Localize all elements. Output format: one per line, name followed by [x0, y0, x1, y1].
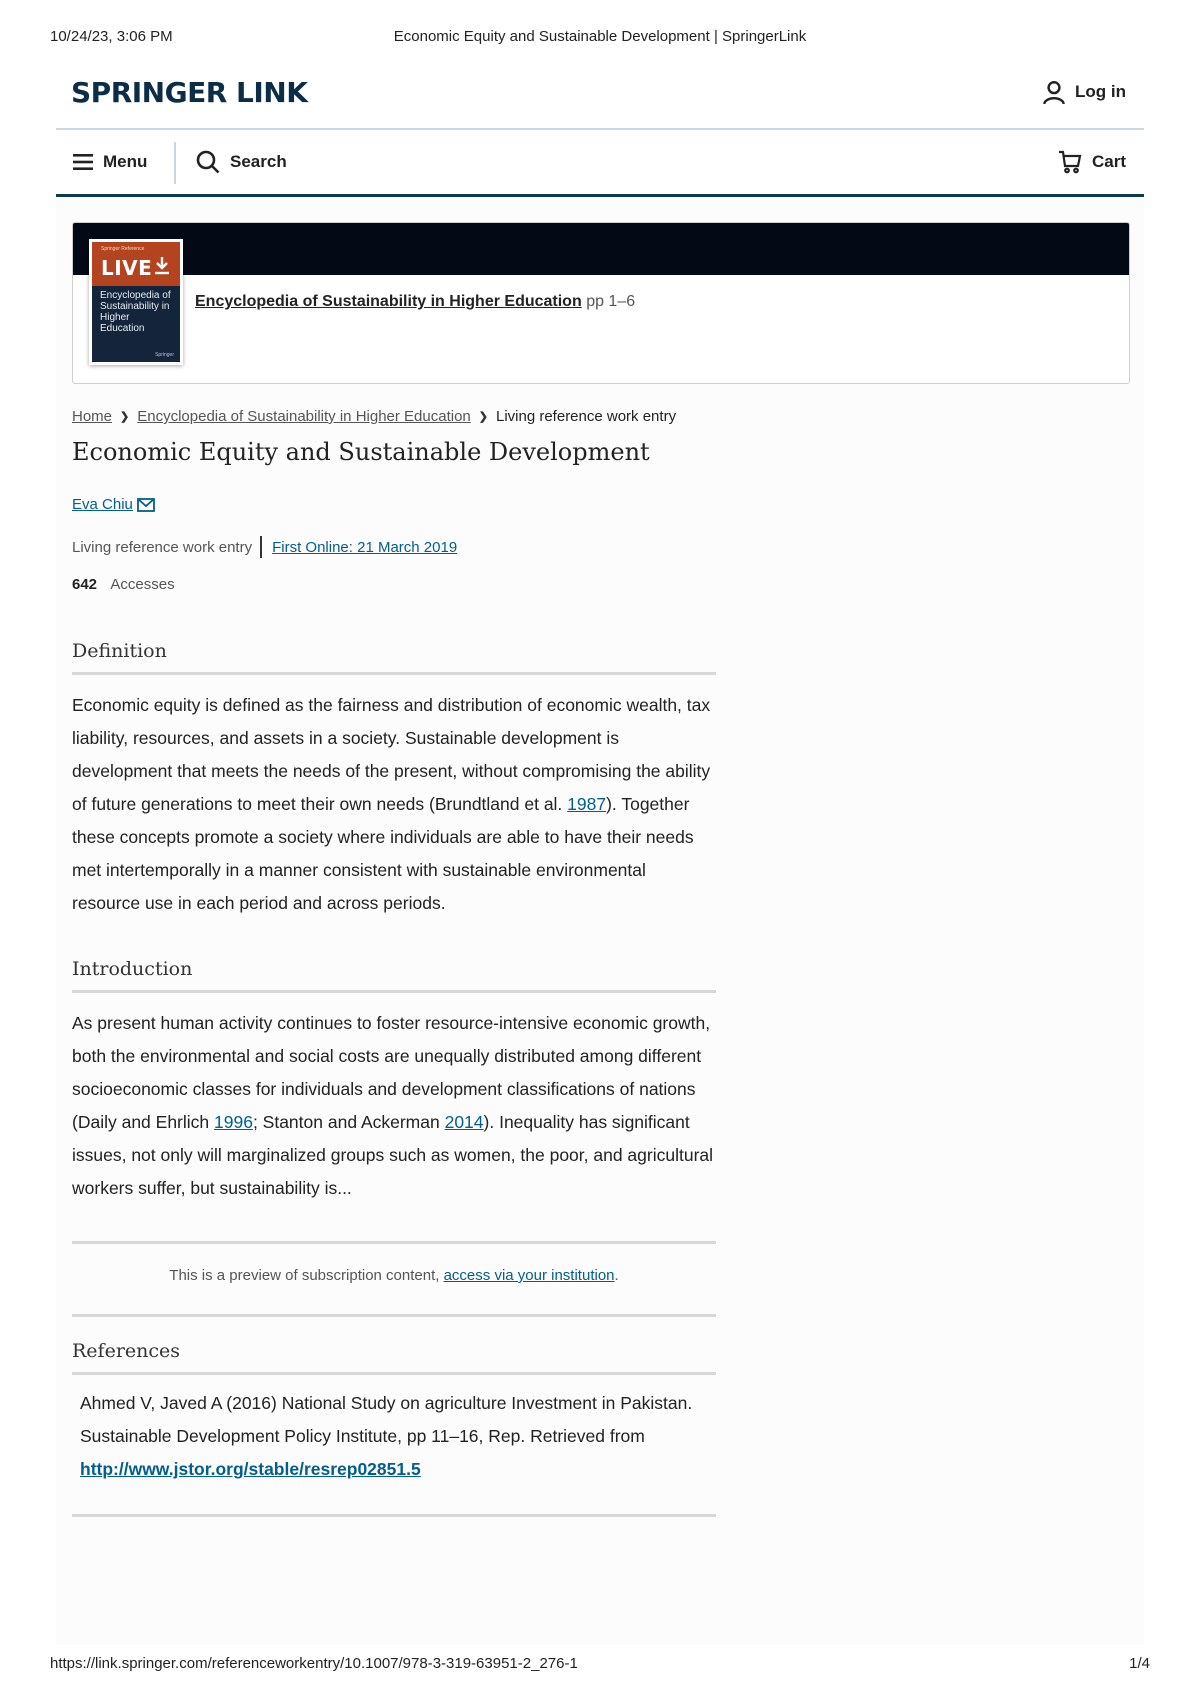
cart-label: Cart [1091, 152, 1126, 171]
print-header [50, 28, 1150, 48]
breadcrumb [72, 408, 676, 425]
reference-link[interactable]: http://www.jstor.org/stable/resrep02851.5 [80, 1459, 421, 1479]
author-link[interactable]: Eva Chiu [72, 496, 133, 513]
article-title: Economic Equity and Sustainable Development [72, 438, 650, 466]
definition-heading: Definition [72, 640, 716, 675]
institution-access-link[interactable]: access via your institution [443, 1267, 615, 1284]
book-title-link[interactable]: Encyclopedia of Sustainability in Higher Education [195, 293, 582, 310]
citation-link[interactable]: 2014 [444, 1112, 484, 1132]
springer-link-logo[interactable]: SPRINGER LINK [71, 76, 308, 109]
cover-title: Encyclopedia of Sustainability in Higher Education [100, 290, 171, 334]
reference-list [72, 1375, 716, 1486]
article-meta [72, 536, 457, 558]
citation-link[interactable]: 1996 [214, 1112, 253, 1132]
print-url: https://link.springer.com/referenceworkentry/10.1007/978-3-319-63951-2_276-1 [50, 1655, 578, 1672]
user-icon [1041, 79, 1067, 105]
reference-item [80, 1375, 716, 1486]
nav-bar [56, 130, 1144, 197]
cover-live-badge: LIVE [101, 256, 153, 280]
introduction-heading: Introduction [72, 958, 716, 993]
login-button[interactable] [1041, 79, 1126, 105]
cart-icon [1058, 150, 1082, 174]
cover-series: Springer Reference [101, 246, 145, 252]
hamburger-icon [73, 154, 93, 170]
print-page-title: Economic Equity and Sustainable Development | SpringerLink [393, 28, 807, 45]
book-banner [73, 223, 1129, 275]
cover-publisher: Springer [155, 352, 174, 358]
breadcrumb-home[interactable]: Home [72, 408, 113, 425]
definition-text-part: ). Together these concepts promote a society where individuals are able to have their needs met intertemporally in a manner consistent with sustainable environmental resource use in each period and across periods. [72, 794, 694, 913]
search-icon [196, 150, 220, 174]
references-section [72, 1340, 716, 1486]
menu-button[interactable] [73, 130, 147, 194]
book-cover[interactable] [89, 239, 183, 365]
reference-text: Ahmed V, Javed A (2016) National Study on agriculture Investment in Pakistan. Sustainable Development Policy Institute, pp 11–16, Rep. Retrieved from [80, 1393, 693, 1446]
print-datetime: 10/24/23, 3:06 PM [50, 28, 173, 45]
article-type: Living reference work entry [72, 538, 253, 556]
first-online-link[interactable]: First Online: 21 March 2019 [272, 538, 458, 556]
book-card [72, 222, 1130, 384]
introduction-text-part: ). Inequality has significant issues, not only will marginalized groups such as women, the poor, and agricultural workers suffer, but sustainability is... [72, 1112, 714, 1198]
nav-divider [174, 142, 176, 184]
login-label: Log in [1075, 82, 1126, 101]
definition-section [72, 640, 716, 920]
breadcrumb-current: Living reference work entry [495, 408, 677, 425]
preview-suffix: . [614, 1267, 619, 1284]
introduction-text-part: As present human activity continues to foster resource-intensive economic growth, both the environmental and social costs are unequally distributed among different socioeconomic classes for individuals and development classifications of nations (Daily and Ehrlich [72, 1013, 711, 1132]
cart-button[interactable] [1058, 130, 1126, 194]
page-frame [56, 60, 1144, 1645]
chevron-right-icon: ❯ [120, 411, 130, 423]
chevron-right-icon: ❯ [478, 411, 488, 423]
accesses-metric [72, 576, 175, 593]
print-page-number: 1/4 [1129, 1655, 1150, 1672]
references-divider [72, 1514, 716, 1517]
subscription-preview-notice [72, 1241, 716, 1317]
definition-text-part: Economic equity is defined as the fairness and distribution of economic wealth, tax liability, resources, and assets in a society. Sustainable development is development that meets the needs of the present, without compromising the ability of future generations to meet their own needs (Brundtland et al. [72, 695, 711, 814]
print-footer [50, 1655, 1150, 1675]
menu-label: Menu [103, 152, 148, 171]
email-icon[interactable] [137, 498, 155, 512]
book-link-row [195, 293, 635, 311]
accesses-label: Accesses [110, 576, 175, 593]
accesses-count: 642 [72, 576, 98, 593]
definition-text [72, 689, 716, 920]
introduction-text [72, 1007, 716, 1205]
meta-divider [260, 536, 262, 558]
preview-text: This is a preview of subscription content, [169, 1267, 444, 1284]
search-label: Search [230, 152, 287, 171]
top-bar [56, 60, 1144, 130]
search-button[interactable] [196, 130, 287, 194]
introduction-text-part: ; Stanton and Ackerman [252, 1112, 445, 1132]
introduction-section [72, 958, 716, 1205]
author-row [72, 496, 155, 513]
book-pages: pp 1–6 [586, 293, 636, 310]
breadcrumb-encyclopedia[interactable]: Encyclopedia of Sustainability in Higher Education [137, 408, 471, 425]
citation-link[interactable]: 1987 [567, 794, 607, 814]
references-heading: References [72, 1340, 716, 1375]
download-icon [152, 256, 172, 276]
